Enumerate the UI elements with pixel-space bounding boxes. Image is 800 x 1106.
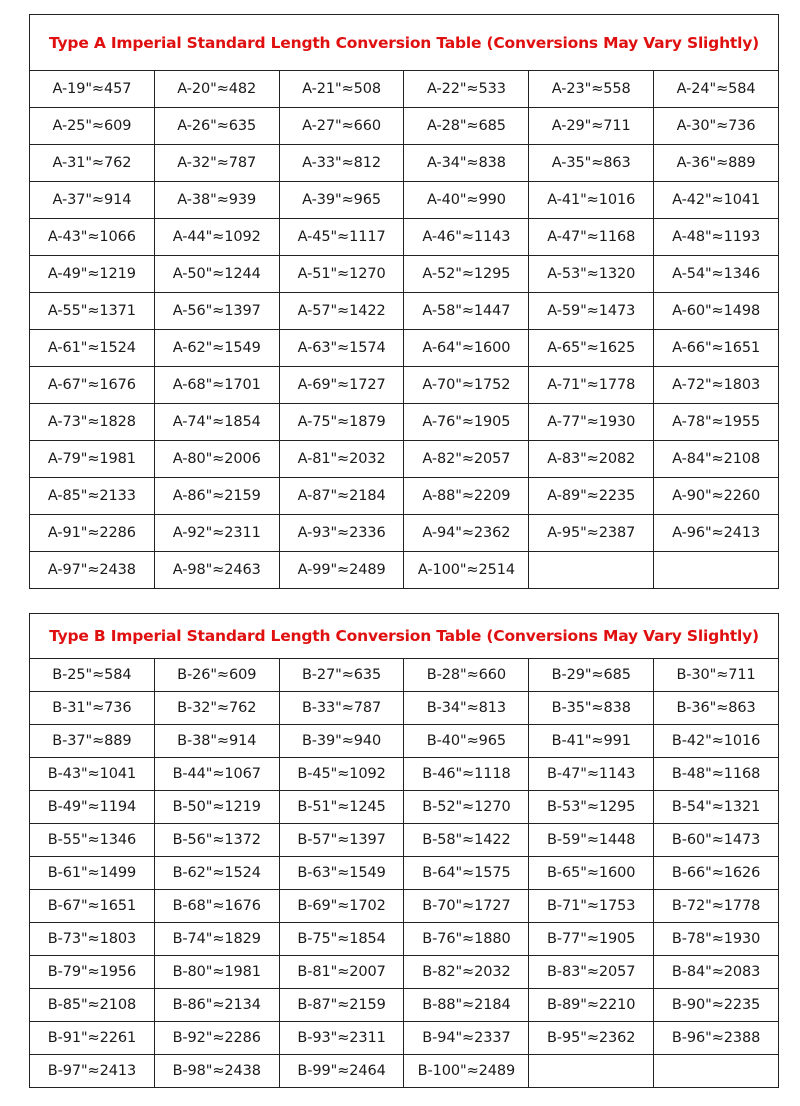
type-b-table-title: Type B Imperial Standard Length Conversion Table (Conversions May Vary Slightly): [30, 614, 779, 659]
type-b-table-body: [30, 659, 779, 1088]
type-b-size-cell: B-71"≈1753: [529, 890, 654, 923]
type-a-size-cell: A-79"≈1981: [30, 441, 155, 478]
type-b-size-cell: B-40"≈965: [404, 725, 529, 758]
type-b-size-cell: B-49"≈1194: [30, 791, 155, 824]
type-a-size-cell: A-52"≈1295: [404, 256, 529, 293]
type-a-size-cell: A-73"≈1828: [30, 404, 155, 441]
type-b-size-cell: B-39"≈940: [279, 725, 404, 758]
type-a-size-cell: A-84"≈2108: [654, 441, 779, 478]
type-a-size-cell: A-19"≈457: [30, 71, 155, 108]
type-b-size-cell: B-75"≈1854: [279, 923, 404, 956]
type-a-size-cell: A-32"≈787: [154, 145, 279, 182]
table-row: [30, 330, 779, 367]
type-b-size-cell: B-95"≈2362: [529, 1022, 654, 1055]
type-b-size-cell: B-85"≈2108: [30, 989, 155, 1022]
table-row: [30, 293, 779, 330]
type-a-size-cell: A-77"≈1930: [529, 404, 654, 441]
type-b-size-cell: B-80"≈1981: [154, 956, 279, 989]
type-b-size-cell: B-35"≈838: [529, 692, 654, 725]
type-b-size-cell: B-90"≈2235: [654, 989, 779, 1022]
type-b-size-cell: B-65"≈1600: [529, 857, 654, 890]
type-b-size-cell: B-60"≈1473: [654, 824, 779, 857]
type-b-size-cell: B-26"≈609: [154, 659, 279, 692]
type-b-size-cell: B-58"≈1422: [404, 824, 529, 857]
type-a-table-title: Type A Imperial Standard Length Conversion Table (Conversions May Vary Slightly): [30, 15, 779, 71]
type-b-size-cell: B-38"≈914: [154, 725, 279, 758]
type-b-size-cell: B-69"≈1702: [279, 890, 404, 923]
type-a-size-cell: A-100"≈2514: [404, 552, 529, 589]
type-b-size-cell: B-25"≈584: [30, 659, 155, 692]
type-b-size-cell: B-41"≈991: [529, 725, 654, 758]
type-a-size-cell: A-39"≈965: [279, 182, 404, 219]
type-b-size-cell: B-91"≈2261: [30, 1022, 155, 1055]
type-b-size-cell: B-47"≈1143: [529, 758, 654, 791]
type-a-size-cell: A-95"≈2387: [529, 515, 654, 552]
type-a-size-cell: A-94"≈2362: [404, 515, 529, 552]
table-row: [30, 824, 779, 857]
type-a-size-cell: A-87"≈2184: [279, 478, 404, 515]
table-row: [30, 256, 779, 293]
type-a-size-cell: A-25"≈609: [30, 108, 155, 145]
type-b-size-cell: B-52"≈1270: [404, 791, 529, 824]
type-a-size-cell: A-21"≈508: [279, 71, 404, 108]
type-a-size-cell: A-97"≈2438: [30, 552, 155, 589]
type-a-table-body: [30, 71, 779, 589]
table-row: [30, 989, 779, 1022]
type-b-empty-cell: [529, 1055, 654, 1088]
type-a-size-cell: A-34"≈838: [404, 145, 529, 182]
type-a-size-cell: A-33"≈812: [279, 145, 404, 182]
type-a-size-cell: A-42"≈1041: [654, 182, 779, 219]
type-b-size-cell: B-55"≈1346: [30, 824, 155, 857]
type-a-size-cell: A-45"≈1117: [279, 219, 404, 256]
type-b-size-cell: B-96"≈2388: [654, 1022, 779, 1055]
type-a-size-cell: A-65"≈1625: [529, 330, 654, 367]
type-a-size-cell: A-48"≈1193: [654, 219, 779, 256]
type-a-size-cell: A-92"≈2311: [154, 515, 279, 552]
type-a-size-cell: A-44"≈1092: [154, 219, 279, 256]
table-row: [30, 692, 779, 725]
type-b-size-cell: B-30"≈711: [654, 659, 779, 692]
table-row: [30, 515, 779, 552]
type-b-size-cell: B-29"≈685: [529, 659, 654, 692]
type-a-size-cell: A-31"≈762: [30, 145, 155, 182]
type-a-size-cell: A-69"≈1727: [279, 367, 404, 404]
table-row: [30, 857, 779, 890]
type-a-size-cell: A-86"≈2159: [154, 478, 279, 515]
type-b-size-cell: B-27"≈635: [279, 659, 404, 692]
type-a-size-cell: A-71"≈1778: [529, 367, 654, 404]
table-row: [30, 956, 779, 989]
type-b-size-cell: B-73"≈1803: [30, 923, 155, 956]
table-row: [30, 219, 779, 256]
type-a-size-cell: A-68"≈1701: [154, 367, 279, 404]
type-b-size-cell: B-53"≈1295: [529, 791, 654, 824]
type-a-size-cell: A-46"≈1143: [404, 219, 529, 256]
type-b-size-cell: B-70"≈1727: [404, 890, 529, 923]
type-a-size-cell: A-37"≈914: [30, 182, 155, 219]
type-b-size-cell: B-78"≈1930: [654, 923, 779, 956]
type-a-size-cell: A-30"≈736: [654, 108, 779, 145]
type-a-size-cell: A-47"≈1168: [529, 219, 654, 256]
type-a-size-cell: A-59"≈1473: [529, 293, 654, 330]
type-b-size-cell: B-61"≈1499: [30, 857, 155, 890]
type-b-size-cell: B-83"≈2057: [529, 956, 654, 989]
type-a-size-cell: A-74"≈1854: [154, 404, 279, 441]
type-b-size-cell: B-72"≈1778: [654, 890, 779, 923]
type-a-size-cell: A-66"≈1651: [654, 330, 779, 367]
type-b-size-cell: B-44"≈1067: [154, 758, 279, 791]
type-b-size-cell: B-97"≈2413: [30, 1055, 155, 1088]
table-row: [30, 145, 779, 182]
type-b-size-cell: B-32"≈762: [154, 692, 279, 725]
type-a-size-cell: A-55"≈1371: [30, 293, 155, 330]
table-row: [30, 441, 779, 478]
type-a-size-cell: A-85"≈2133: [30, 478, 155, 515]
type-b-size-cell: B-81"≈2007: [279, 956, 404, 989]
type-b-size-cell: B-48"≈1168: [654, 758, 779, 791]
type-a-size-cell: A-67"≈1676: [30, 367, 155, 404]
type-b-size-cell: B-43"≈1041: [30, 758, 155, 791]
type-b-size-cell: B-79"≈1956: [30, 956, 155, 989]
type-b-size-cell: B-56"≈1372: [154, 824, 279, 857]
type-a-size-cell: A-83"≈2082: [529, 441, 654, 478]
type-b-size-cell: B-93"≈2311: [279, 1022, 404, 1055]
type-a-size-cell: A-35"≈863: [529, 145, 654, 182]
type-b-size-cell: B-42"≈1016: [654, 725, 779, 758]
type-b-size-cell: B-67"≈1651: [30, 890, 155, 923]
type-b-size-cell: B-57"≈1397: [279, 824, 404, 857]
type-b-size-cell: B-86"≈2134: [154, 989, 279, 1022]
type-b-size-cell: B-68"≈1676: [154, 890, 279, 923]
type-a-size-cell: A-58"≈1447: [404, 293, 529, 330]
type-a-empty-cell: [529, 552, 654, 589]
type-a-size-cell: A-64"≈1600: [404, 330, 529, 367]
type-a-size-cell: A-36"≈889: [654, 145, 779, 182]
type-b-size-cell: B-74"≈1829: [154, 923, 279, 956]
type-a-size-cell: A-90"≈2260: [654, 478, 779, 515]
type-a-size-cell: A-26"≈635: [154, 108, 279, 145]
type-b-size-cell: B-36"≈863: [654, 692, 779, 725]
table-row: [30, 71, 779, 108]
type-b-size-cell: B-28"≈660: [404, 659, 529, 692]
table-row: [30, 182, 779, 219]
type-a-size-cell: A-60"≈1498: [654, 293, 779, 330]
type-b-size-cell: B-45"≈1092: [279, 758, 404, 791]
type-b-size-cell: B-94"≈2337: [404, 1022, 529, 1055]
table-row: [30, 367, 779, 404]
type-b-size-cell: B-99"≈2464: [279, 1055, 404, 1088]
type-b-size-cell: B-54"≈1321: [654, 791, 779, 824]
type-a-size-cell: A-81"≈2032: [279, 441, 404, 478]
table-row: [30, 552, 779, 589]
table-title-row: [30, 15, 779, 71]
table-row: [30, 108, 779, 145]
type-a-empty-cell: [654, 552, 779, 589]
table-row: [30, 404, 779, 441]
type-a-size-cell: A-96"≈2413: [654, 515, 779, 552]
type-a-size-cell: A-29"≈711: [529, 108, 654, 145]
type-b-size-cell: B-64"≈1575: [404, 857, 529, 890]
type-b-size-cell: B-77"≈1905: [529, 923, 654, 956]
table-row: [30, 923, 779, 956]
table-row: [30, 1055, 779, 1088]
table-row: [30, 725, 779, 758]
type-a-size-cell: A-57"≈1422: [279, 293, 404, 330]
type-a-size-cell: A-72"≈1803: [654, 367, 779, 404]
type-a-size-cell: A-89"≈2235: [529, 478, 654, 515]
type-a-size-cell: A-53"≈1320: [529, 256, 654, 293]
type-a-size-cell: A-20"≈482: [154, 71, 279, 108]
type-b-size-cell: B-50"≈1219: [154, 791, 279, 824]
type-a-size-cell: A-41"≈1016: [529, 182, 654, 219]
type-b-size-cell: B-100"≈2489: [404, 1055, 529, 1088]
type-b-size-cell: B-31"≈736: [30, 692, 155, 725]
type-a-size-cell: A-80"≈2006: [154, 441, 279, 478]
table-row: [30, 758, 779, 791]
type-a-size-cell: A-23"≈558: [529, 71, 654, 108]
type-b-conversion-table: [29, 613, 779, 1088]
type-a-size-cell: A-51"≈1270: [279, 256, 404, 293]
type-a-size-cell: A-62"≈1549: [154, 330, 279, 367]
type-b-size-cell: B-59"≈1448: [529, 824, 654, 857]
type-a-size-cell: A-75"≈1879: [279, 404, 404, 441]
type-b-size-cell: B-87"≈2159: [279, 989, 404, 1022]
type-a-size-cell: A-88"≈2209: [404, 478, 529, 515]
type-a-size-cell: A-38"≈939: [154, 182, 279, 219]
type-a-size-cell: A-50"≈1244: [154, 256, 279, 293]
type-a-size-cell: A-78"≈1955: [654, 404, 779, 441]
type-b-size-cell: B-33"≈787: [279, 692, 404, 725]
type-b-size-cell: B-66"≈1626: [654, 857, 779, 890]
type-b-size-cell: B-88"≈2184: [404, 989, 529, 1022]
type-b-size-cell: B-82"≈2032: [404, 956, 529, 989]
type-a-size-cell: A-91"≈2286: [30, 515, 155, 552]
type-a-size-cell: A-82"≈2057: [404, 441, 529, 478]
type-a-size-cell: A-27"≈660: [279, 108, 404, 145]
type-a-size-cell: A-28"≈685: [404, 108, 529, 145]
type-a-size-cell: A-98"≈2463: [154, 552, 279, 589]
type-a-size-cell: A-22"≈533: [404, 71, 529, 108]
type-a-conversion-table: [29, 14, 779, 589]
type-b-size-cell: B-34"≈813: [404, 692, 529, 725]
type-b-size-cell: B-62"≈1524: [154, 857, 279, 890]
table-title-row: [30, 614, 779, 659]
type-b-size-cell: B-92"≈2286: [154, 1022, 279, 1055]
type-b-size-cell: B-46"≈1118: [404, 758, 529, 791]
type-a-size-cell: A-99"≈2489: [279, 552, 404, 589]
type-b-size-cell: B-37"≈889: [30, 725, 155, 758]
table-row: [30, 1022, 779, 1055]
type-b-size-cell: B-63"≈1549: [279, 857, 404, 890]
table-row: [30, 890, 779, 923]
type-b-size-cell: B-76"≈1880: [404, 923, 529, 956]
type-a-size-cell: A-40"≈990: [404, 182, 529, 219]
type-a-size-cell: A-24"≈584: [654, 71, 779, 108]
type-a-size-cell: A-70"≈1752: [404, 367, 529, 404]
type-a-size-cell: A-76"≈1905: [404, 404, 529, 441]
type-a-size-cell: A-43"≈1066: [30, 219, 155, 256]
type-a-size-cell: A-61"≈1524: [30, 330, 155, 367]
table-row: [30, 659, 779, 692]
type-b-size-cell: B-98"≈2438: [154, 1055, 279, 1088]
type-a-size-cell: A-93"≈2336: [279, 515, 404, 552]
type-b-empty-cell: [654, 1055, 779, 1088]
type-a-size-cell: A-56"≈1397: [154, 293, 279, 330]
type-a-size-cell: A-63"≈1574: [279, 330, 404, 367]
type-b-size-cell: B-89"≈2210: [529, 989, 654, 1022]
type-b-size-cell: B-84"≈2083: [654, 956, 779, 989]
type-a-size-cell: A-49"≈1219: [30, 256, 155, 293]
type-b-size-cell: B-51"≈1245: [279, 791, 404, 824]
table-row: [30, 791, 779, 824]
type-a-size-cell: A-54"≈1346: [654, 256, 779, 293]
table-row: [30, 478, 779, 515]
